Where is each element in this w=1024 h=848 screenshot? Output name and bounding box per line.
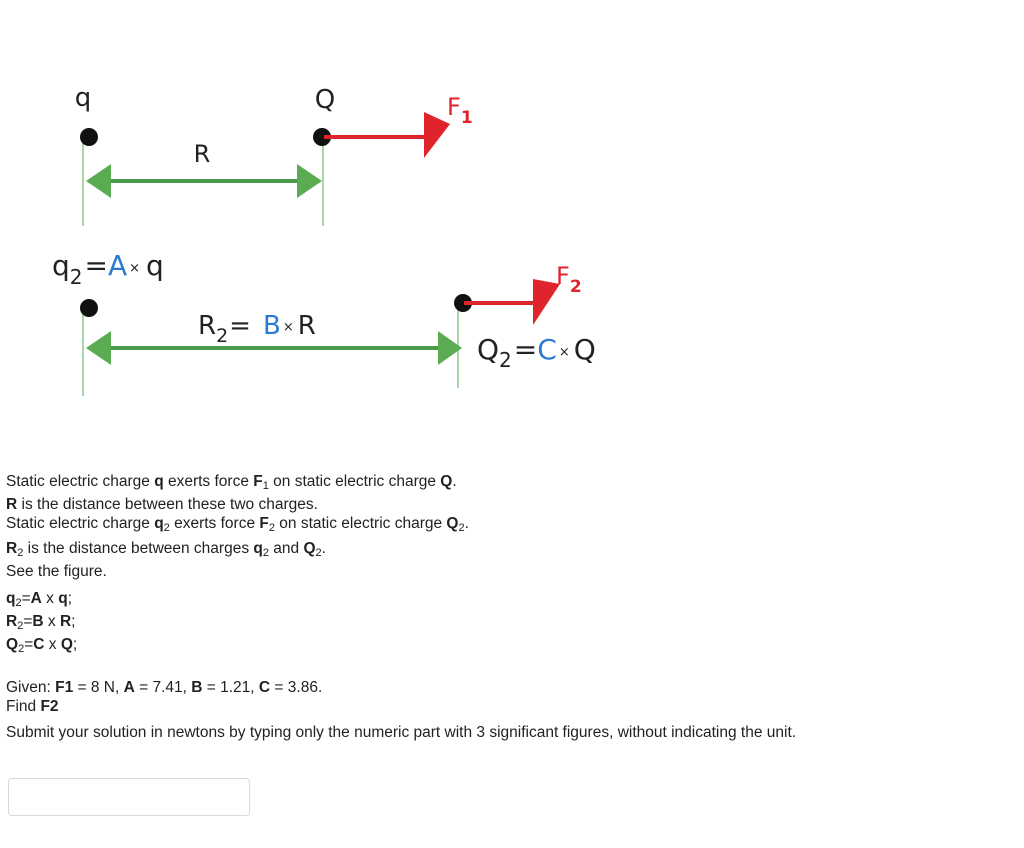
force-label-F2: $F_2$: [556, 262, 582, 297]
problem-line-3: Static electric charge $q_2$ exerts force $F_2$ on static electric charge $Q_2$.: [6, 515, 469, 534]
force-label-F1: $F_1$: [447, 93, 473, 128]
force-arrow-F2: [464, 279, 560, 325]
charge-Q2-label: $Q_2=C \times Q$: [477, 333, 596, 372]
relation-q2: $q_2=A$ x q;: [6, 590, 73, 609]
charge-q-label: q: [74, 83, 92, 113]
relation-Q2: $Q_2=C$ x Q;: [6, 636, 78, 655]
relation-R2: $R_2=B$ x R;: [6, 613, 76, 632]
charge-Q-label: Q: [314, 85, 336, 115]
problem-line-5: See the figure.: [6, 563, 107, 580]
force-arrow-F1: [324, 112, 450, 158]
answer-input[interactable]: [8, 778, 250, 816]
charge-q2-label: $q_2=A \times q$: [52, 249, 164, 289]
distance-label-R: R: [193, 140, 211, 168]
problem-line-4: $R_2$ is the distance between charges $q_2$ and $Q_2$.: [6, 540, 326, 559]
distance-label-R2: $R_2= B \times R$: [198, 311, 316, 347]
distance-arrow-R: [86, 164, 322, 198]
problem-line-1: Static electric charge q exerts force $F_1$ on static electric charge Q.: [6, 473, 457, 492]
given-values: Given: F1 = 8 N, A = 7.41, B = 1.21, C = 3.86.: [6, 679, 323, 696]
charge-q2-dot: [80, 299, 98, 317]
find-target: Find F2: [6, 698, 59, 715]
charge-q-dot: [80, 128, 98, 146]
submit-instructions: Submit your solution in newtons by typing only the numeric part with 3 significant figures, without indicating the unit.: [6, 724, 797, 741]
charge-force-diagram: [0, 0, 1024, 420]
problem-line-2: R is the distance between these two charges.: [6, 496, 318, 513]
